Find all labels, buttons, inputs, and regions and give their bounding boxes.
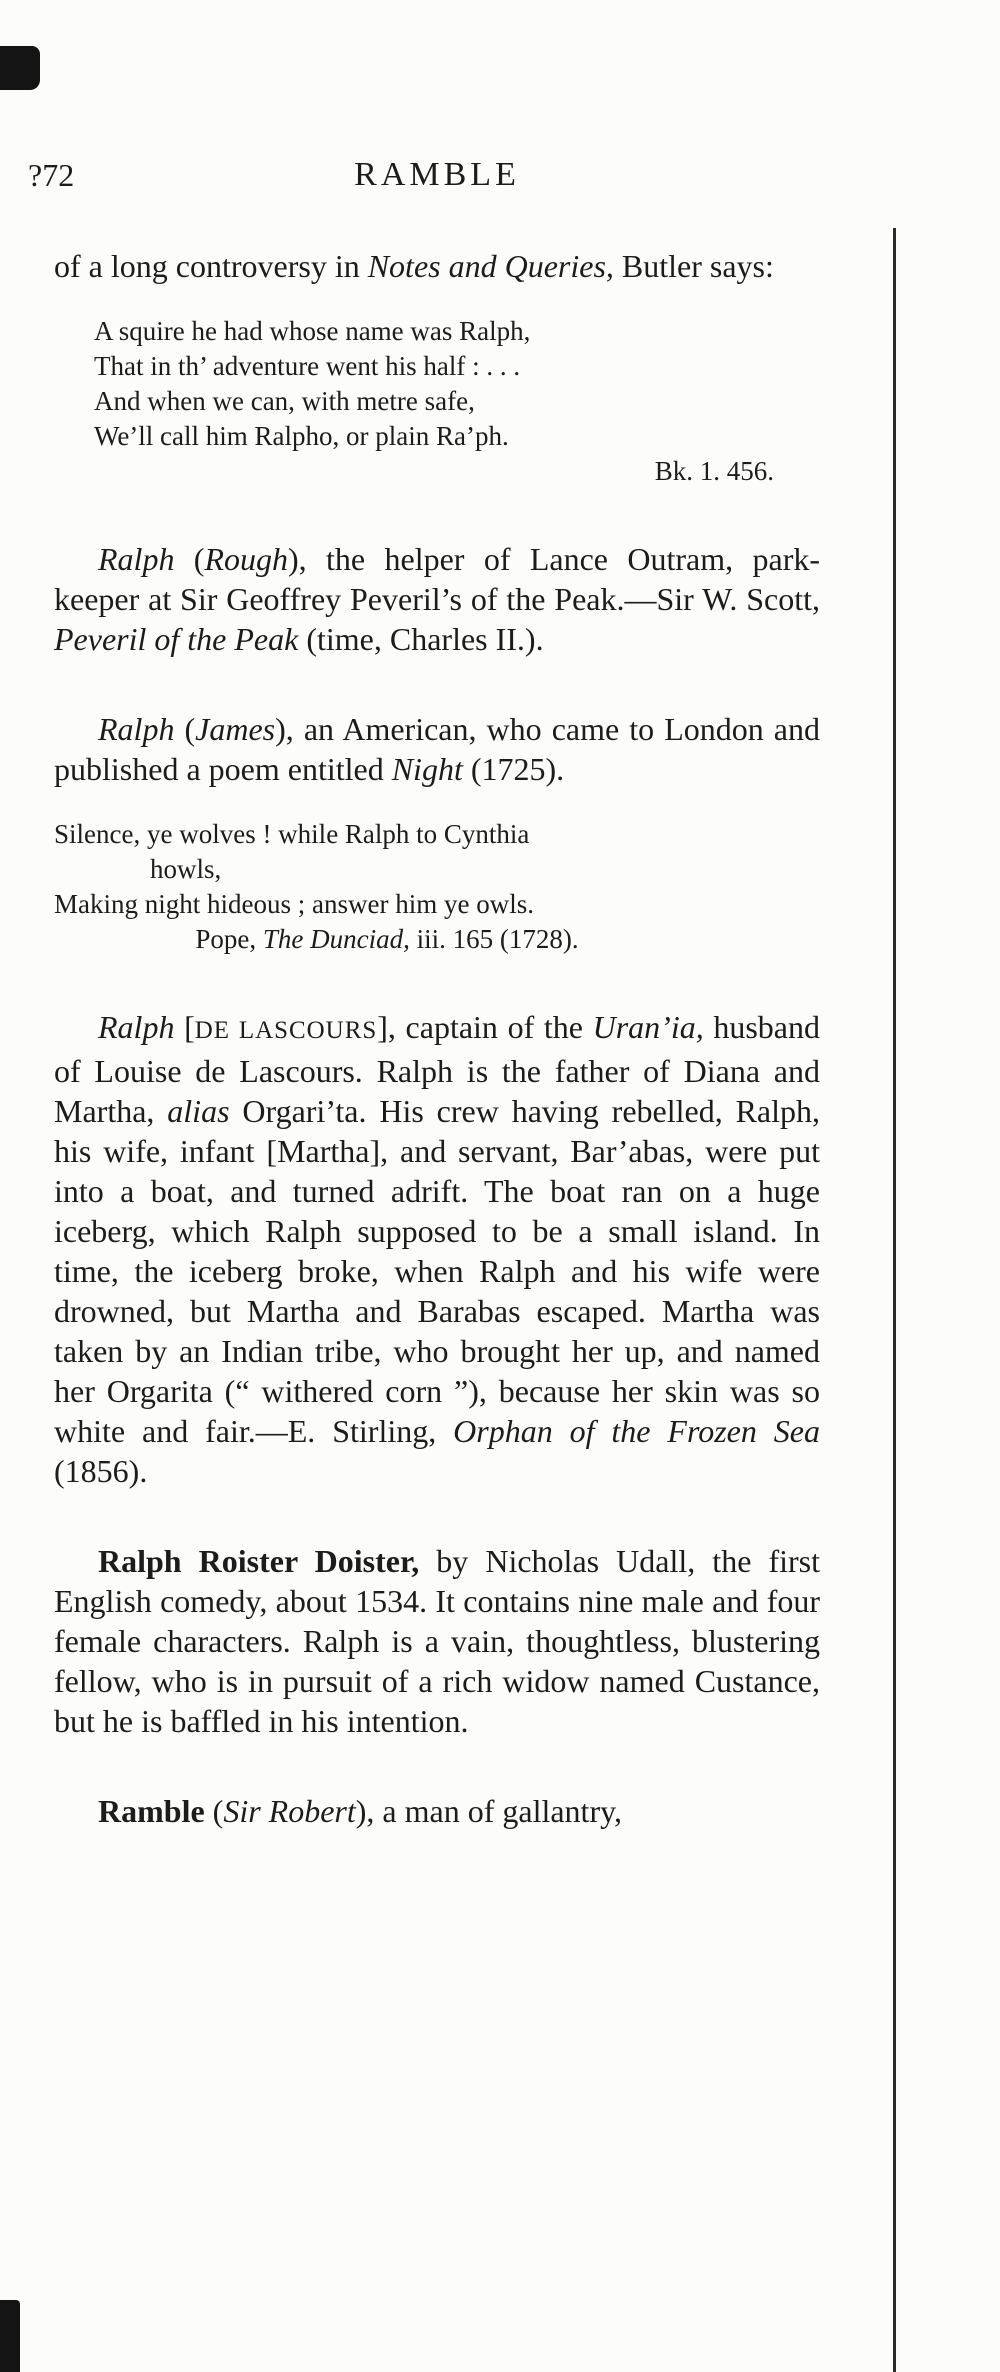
text-run: (time, Charles II.). [298, 621, 544, 657]
running-header [28, 156, 820, 194]
text-run: ), a man of gallantry, [355, 1793, 623, 1829]
verse-line: That in th’ adventure went his half : . . . [94, 351, 521, 381]
entry-ralph-de-lascours [54, 1007, 820, 1491]
text-run: ( [174, 711, 196, 747]
text-run: (1725). [462, 751, 565, 787]
text-run: of a long controversy in [54, 248, 368, 284]
text-run-italic: alias [167, 1093, 230, 1129]
verse-line: We’ll call him Ralpho, or plain Ra’ph. [94, 421, 509, 451]
entry-ralph-rough [54, 539, 820, 659]
text-run: Pope, [195, 924, 263, 954]
verse-attribution: Bk. 1. 456. [654, 456, 774, 486]
scan-artifact-top-left [0, 46, 40, 90]
text-run-italic: Ralph [98, 1009, 175, 1045]
entry-ramble [54, 1791, 820, 1831]
text-run: ( [174, 541, 205, 577]
text-run-italic: Night [391, 751, 463, 787]
page-edge-line [893, 228, 896, 2372]
text-run-italic: Orphan of the Frozen Sea [453, 1413, 820, 1449]
entry-ralph-roister-doister [54, 1541, 820, 1741]
verse-pope [54, 817, 820, 957]
verse-line: And when we can, with metre safe, [94, 386, 475, 416]
verse-line: A squire he had whose name was Ralph, [94, 316, 531, 346]
page-number: ?72 [28, 157, 75, 193]
text-run-bold: Ralph Roister Doister, [98, 1543, 420, 1579]
text-run: ), the helper of Lance Outram, park-keeper at Sir Geoffrey Peveril’s of the Peak.—Sir W. Scott, [54, 541, 821, 617]
verse-butler [54, 314, 820, 489]
verse-line: Silence, ye wolves ! while Ralph to Cynthia [54, 819, 530, 849]
text-run-italic: Sir Robert [223, 1793, 356, 1829]
text-run: ], captain of the [377, 1009, 593, 1045]
text-run-italic: The Dunciad, [262, 924, 410, 954]
text-run-smallcaps: DE LASCOURS [194, 1017, 378, 1044]
verse-attribution [54, 922, 820, 957]
entry-ralph-james [54, 709, 820, 789]
text-run-italic: Notes and Queries, [367, 248, 614, 284]
text-column [54, 246, 820, 1831]
text-run: (1856). [54, 1453, 148, 1489]
text-run: husband of Louise de Lascours. Ralph is the father of Diana and Martha, [54, 1009, 820, 1129]
text-run-italic: Rough [204, 541, 289, 577]
text-run: iii. 165 (1728). [409, 924, 579, 954]
text-run-italic: Uran’ia, [592, 1009, 704, 1045]
text-run: ), an American, who came to London and published a poem entitled [54, 711, 821, 787]
text-run: by Nicholas Udall, the first English comedy, about 1534. It contains nine male and four female characters. Ralph is a vain, thoughtless, blustering fellow, who is in pursuit of a rich widow named Custance, but he is baffled in his intention. [54, 1543, 821, 1739]
scan-artifact-bottom-left [0, 2300, 20, 2372]
verse-line: Making night hideous ; answer him ye owls. [54, 889, 534, 919]
text-run: [ [174, 1009, 195, 1045]
text-run-italic: James [195, 711, 276, 747]
text-run: ( [204, 1793, 224, 1829]
text-run: Butler says: [613, 248, 774, 284]
text-run: Orgari’ta. His crew having rebelled, Ralph, his wife, infant [Martha], and servant, Bar’abas, were put into a boat, and turned adrift. The boat ran on a huge iceberg, which Ralph supposed to be a small island. In time, the iceberg broke, when Ralph and his wife were drowned, but Martha and Barabas escaped. Martha was taken by an Indian tribe, who brought her up, and named her Orgarita (“ withered corn ”), because her skin was so white and fair.—E. Stirling, [54, 1093, 821, 1449]
text-run-italic: Ralph [98, 541, 175, 577]
page-title: RAMBLE [354, 156, 520, 193]
text-run-bold: Ramble [98, 1793, 205, 1829]
verse-line-hanging: howls, [150, 854, 222, 884]
text-run-italic: Peveril of the Peak [54, 621, 299, 657]
paragraph-intro [54, 246, 820, 286]
text-run-italic: Ralph [98, 711, 175, 747]
